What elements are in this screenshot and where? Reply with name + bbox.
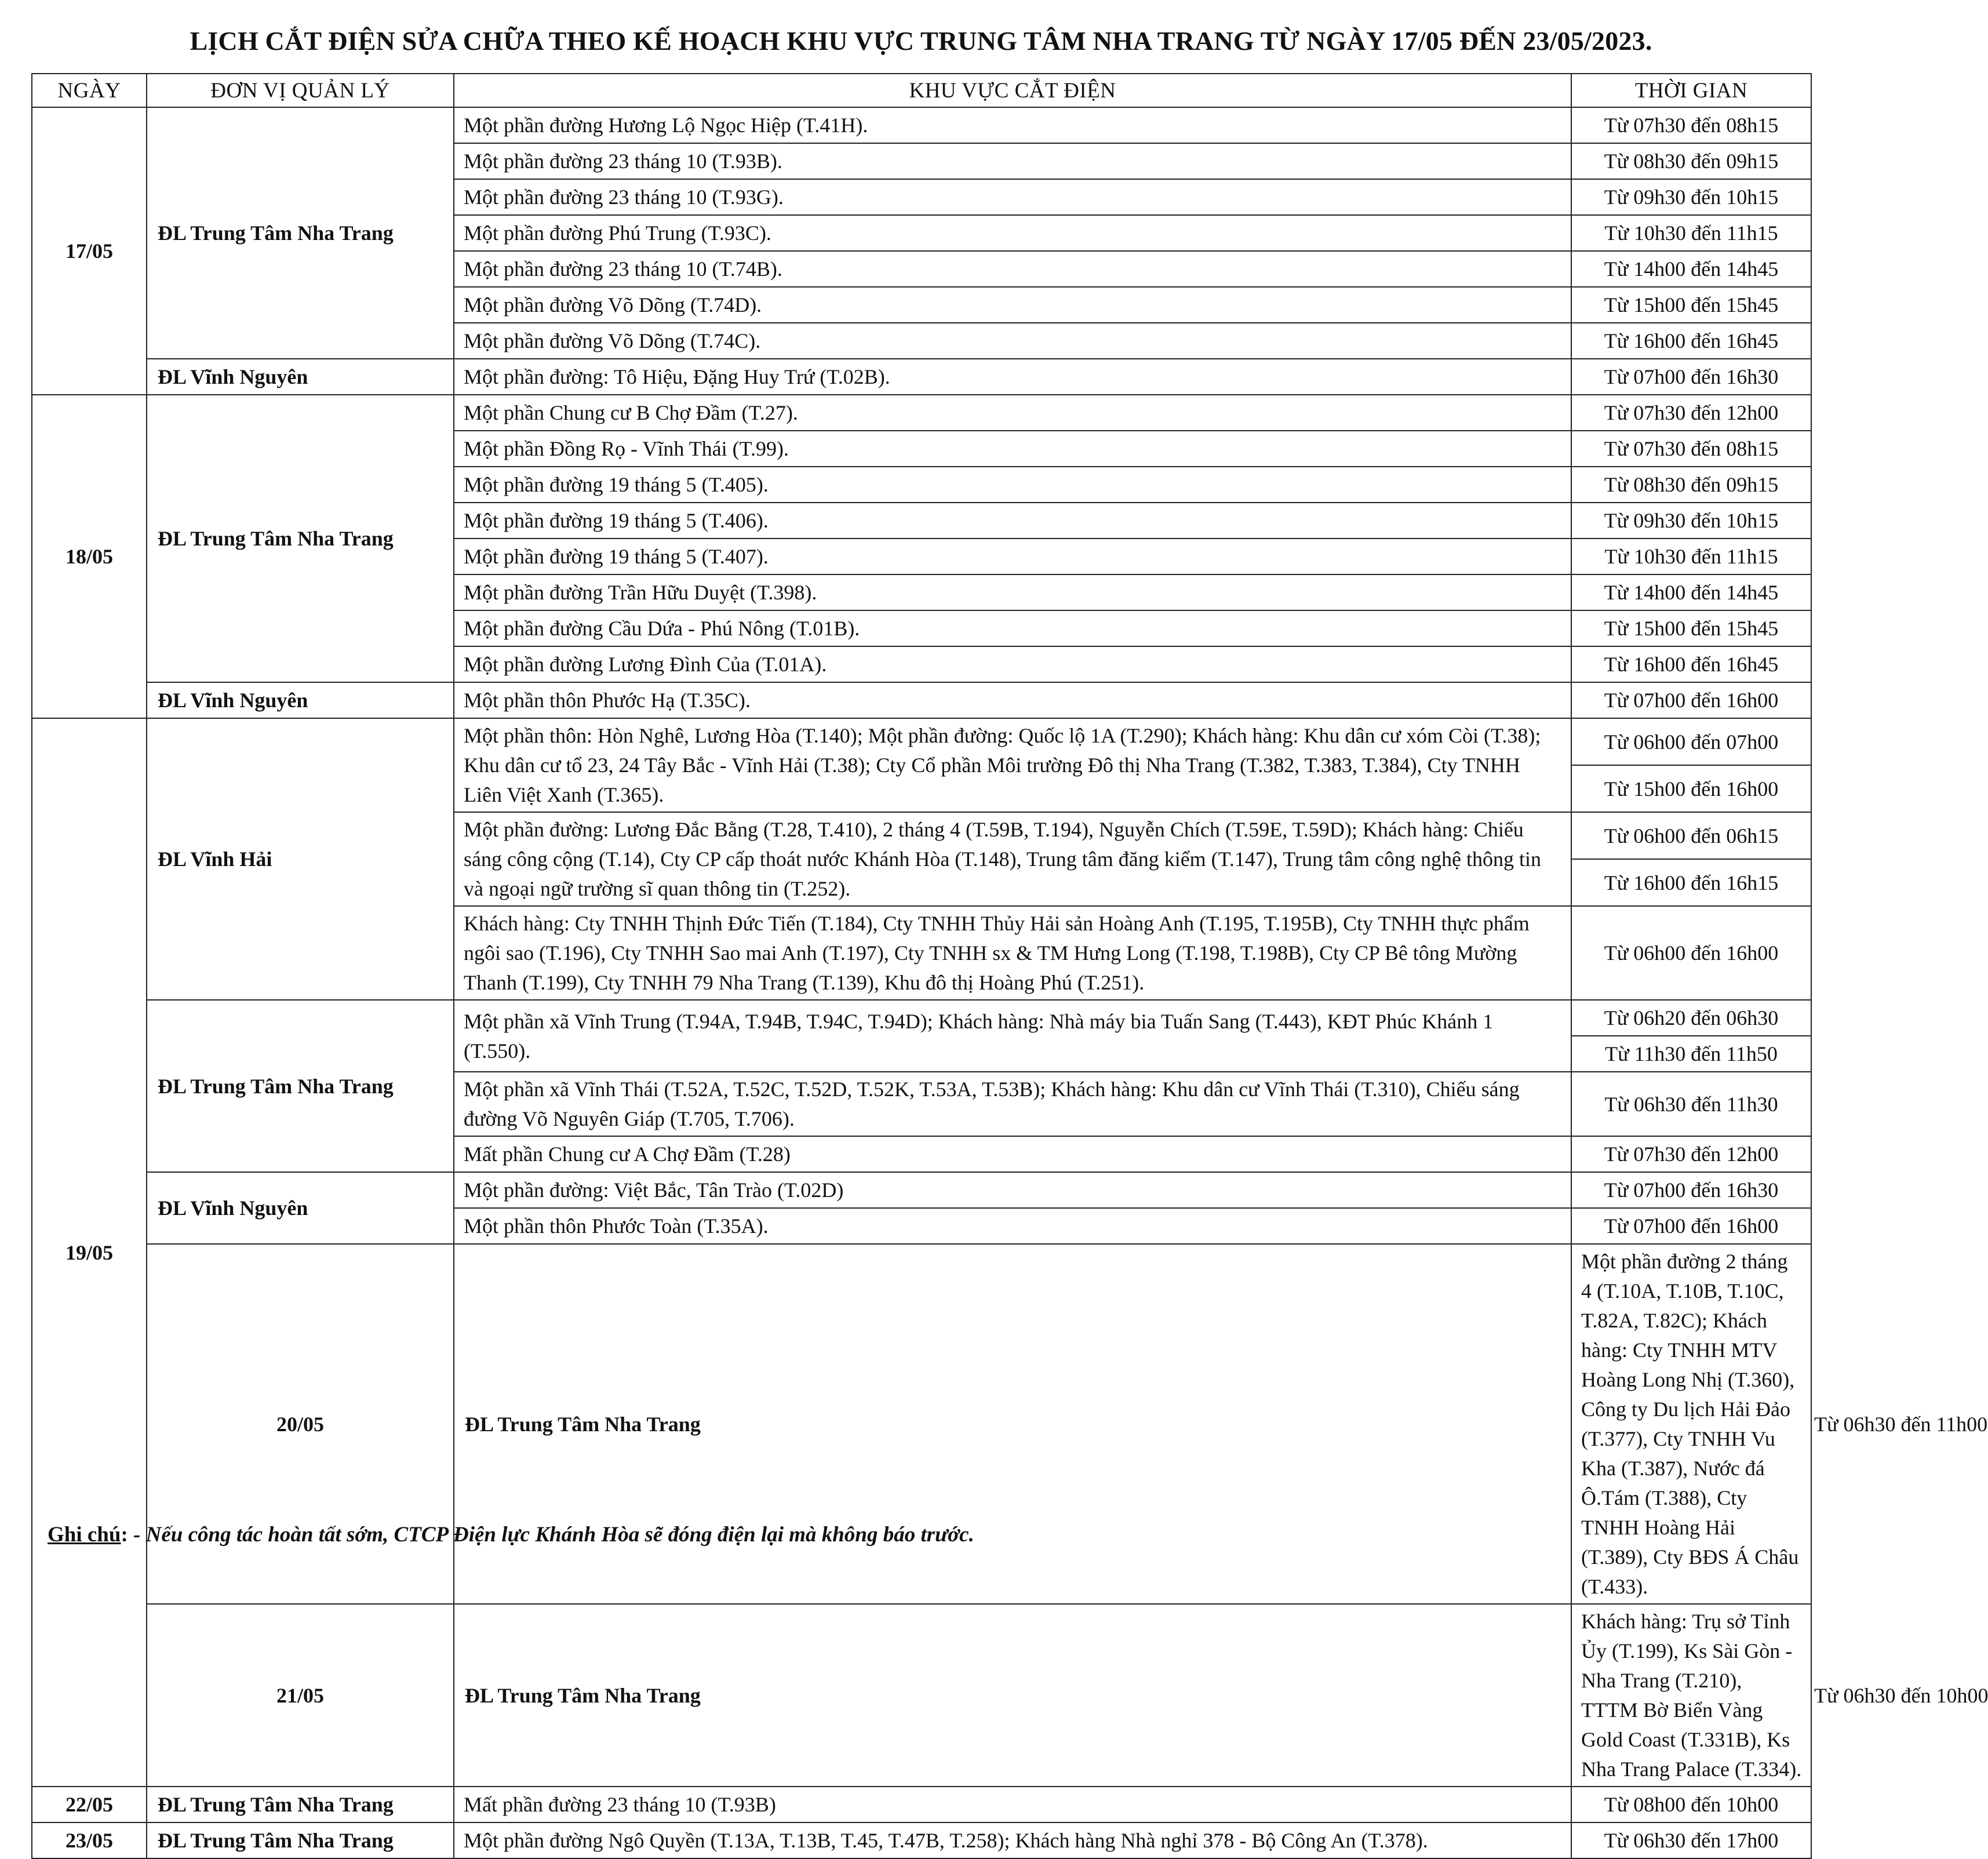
time-cell: Từ 06h00 đến 16h00	[1571, 906, 1811, 1000]
page-title: LỊCH CẮT ĐIỆN SỬA CHỮA THEO KẾ HOẠCH KHU VỰC TRUNG TÂM NHA TRANG TỪ NGÀY 17/05 ĐẾN 23/05/2023.	[190, 26, 1652, 56]
time-cell: Từ 09h30 đến 10h15	[1571, 503, 1811, 539]
area-cell: Một phần thôn Phước Toàn (T.35A).	[454, 1208, 1571, 1244]
time-cell: Từ 06h20 đến 06h30	[1571, 1000, 1811, 1036]
time-cell: Từ 06h00 đến 06h15	[1571, 812, 1811, 859]
area-cell: Một phần đường Võ Dõng (T.74D).	[454, 287, 1571, 323]
table-row	[32, 359, 1811, 395]
area-cell: Một phần đường 23 tháng 10 (T.74B).	[454, 251, 1571, 287]
time-cell: Từ 15h00 đến 15h45	[1571, 287, 1811, 323]
table-row	[32, 1000, 1811, 1036]
time-cell: Từ 06h30 đến 11h30	[1571, 1072, 1811, 1136]
area-cell: Một phần đường Phú Trung (T.93C).	[454, 215, 1571, 251]
unit-cell: ĐL Trung Tâm Nha Trang	[454, 1604, 1571, 1787]
outage-schedule-table	[31, 73, 1988, 1859]
header-area: KHU VỰC CẮT ĐIỆN	[454, 74, 1571, 107]
area-cell: Một phần đường Trần Hữu Duyệt (T.398).	[454, 574, 1571, 610]
time-cell: Từ 07h00 đến 16h30	[1571, 1172, 1811, 1208]
header-unit: ĐƠN VỊ QUẢN LÝ	[147, 74, 454, 107]
time-cell: Từ 09h30 đến 10h15	[1571, 179, 1811, 215]
time-cell: Từ 07h30 đến 08h15	[1571, 431, 1811, 467]
time-cell: Từ 06h00 đến 07h00	[1571, 718, 1811, 765]
time-cell: Từ 06h30 đến 17h00	[1571, 1822, 1811, 1858]
time-cell: Từ 10h30 đến 11h15	[1571, 215, 1811, 251]
area-cell: Một phần đường Lương Đình Của (T.01A).	[454, 646, 1571, 682]
area-cell: Khách hàng: Cty TNHH Thịnh Đức Tiến (T.184), Cty TNHH Thủy Hải sản Hoàng Anh (T.195, T.195B), Cty TNHH thực phẩm ngôi sao (T.196), Cty TNHH Sao mai Anh (T.197), Cty TNHH sx & TM Hưng Long (T.198, T.198B), Cty CP Bê tông Mường Thanh (T.199), Cty TNHH 79 Nha Trang (T.139), Khu đô thị Hoàng Phú (T.251).	[454, 906, 1571, 1000]
unit-cell: ĐL Vĩnh Hải	[147, 718, 454, 1000]
time-cell: Từ 07h00 đến 16h30	[1571, 359, 1811, 395]
area-cell: Một phần đường 2 tháng 4 (T.10A, T.10B, T.10C, T.82A, T.82C); Khách hàng: Cty TNHH MTV Hoàng Long Nhị (T.360), Công ty Du lịch Hải Đảo (T.377), Cty TNHH Vu Kha (T.387), Nước đá Ô.Tám (T.388), Cty TNHH Hoàng Hải (T.389), Cty BĐS Á Châu (T.433).	[1571, 1244, 1811, 1604]
table-row	[32, 718, 1811, 765]
time-cell: Từ 14h00 đến 14h45	[1571, 251, 1811, 287]
day-cell: 17/05	[32, 107, 147, 395]
footnote: Ghi chú: - Nếu công tác hoàn tất sớm, CTCP Điện lực Khánh Hòa sẽ đóng điện lại mà không báo trước.	[48, 1523, 974, 1547]
time-cell: Từ 08h30 đến 09h15	[1571, 143, 1811, 179]
area-cell: Một phần đường: Việt Bắc, Tân Trào (T.02D)	[454, 1172, 1571, 1208]
day-cell: 22/05	[32, 1787, 147, 1822]
area-cell: Một phần đường Hương Lộ Ngọc Hiệp (T.41H).	[454, 107, 1571, 143]
area-cell: Một phần đường 19 tháng 5 (T.406).	[454, 503, 1571, 539]
area-cell: Một phần đường Cầu Dứa - Phú Nông (T.01B).	[454, 610, 1571, 646]
time-cell: Từ 07h30 đến 12h00	[1571, 1136, 1811, 1172]
area-cell: Một phần Chung cư B Chợ Đầm (T.27).	[454, 395, 1571, 431]
unit-cell: ĐL Trung Tâm Nha Trang	[147, 107, 454, 359]
time-cell: Từ 07h00 đến 16h00	[1571, 682, 1811, 718]
time-cell: Từ 11h30 đến 11h50	[1571, 1036, 1811, 1072]
time-cell: Từ 15h00 đến 15h45	[1571, 610, 1811, 646]
table-row: 21/05 ĐL Trung Tâm Nha Trang Khách hàng: Trụ sở Tỉnh Ủy (T.199), Ks Sài Gòn - Nha Trang (T.210), TTTM Bờ Biển Vàng Gold Coast (T.331B), Ks Nha Trang Palace (T.334). Từ 06h30 đến 10h00	[32, 1604, 1811, 1787]
area-cell: Một phần xã Vĩnh Thái (T.52A, T.52C, T.52D, T.52K, T.53A, T.53B); Khách hàng: Khu dân cư Vĩnh Thái (T.310), Chiếu sáng đường Võ Nguyên Giáp (T.705, T.706).	[454, 1072, 1571, 1136]
time-cell: Từ 07h30 đến 12h00	[1571, 395, 1811, 431]
header-day: NGÀY	[32, 74, 147, 107]
area-cell: Một phần thôn Phước Hạ (T.35C).	[454, 682, 1571, 718]
area-cell: Một phần đường 19 tháng 5 (T.407).	[454, 539, 1571, 574]
area-cell: Mất phần Chung cư A Chợ Đầm (T.28)	[454, 1136, 1571, 1172]
day-cell: 18/05	[32, 395, 147, 718]
day-cell: 19/05	[32, 718, 147, 1787]
day-cell: 21/05	[147, 1604, 454, 1787]
area-cell: Khách hàng: Trụ sở Tỉnh Ủy (T.199), Ks Sài Gòn - Nha Trang (T.210), TTTM Bờ Biển Vàng Gold Coast (T.331B), Ks Nha Trang Palace (T.334).	[1571, 1604, 1811, 1787]
area-cell: Một phần đường 23 tháng 10 (T.93G).	[454, 179, 1571, 215]
unit-cell: ĐL Vĩnh Nguyên	[147, 682, 454, 718]
day-cell: 23/05	[32, 1822, 147, 1858]
area-cell: Một phần thôn: Hòn Nghê, Lương Hòa (T.140); Một phần đường: Quốc lộ 1A (T.290); Khách hàng: Khu dân cư xóm Còi (T.38); Khu dân cư tổ 23, 24 Tây Bắc - Vĩnh Hải (T.38); Cty Cổ phần Môi trường Đô thị Nha Trang (T.382, T.383, T.384), Cty TNHH Liên Việt Xanh (T.365).	[454, 718, 1571, 812]
unit-cell: ĐL Vĩnh Nguyên	[147, 359, 454, 395]
day-cell: 20/05	[147, 1244, 454, 1604]
area-cell: Một phần đường: Lương Đắc Bằng (T.28, T.410), 2 tháng 4 (T.59B, T.194), Nguyễn Chích (T.59E, T.59D); Khách hàng: Chiếu sáng công cộng (T.14), Cty CP cấp thoát nước Khánh Hòa (T.148), Trung tâm đăng kiểm (T.147), Trung tâm công nghệ thông tin và ngoại ngữ trường sĩ quan thông tin (T.252).	[454, 812, 1571, 906]
table-row	[32, 395, 1811, 431]
time-cell: Từ 16h00 đến 16h15	[1571, 859, 1811, 906]
time-cell: Từ 14h00 đến 14h45	[1571, 574, 1811, 610]
area-cell: Một phần đường 19 tháng 5 (T.405).	[454, 467, 1571, 503]
table-row	[32, 682, 1811, 718]
table-row	[32, 107, 1811, 143]
unit-cell: ĐL Trung Tâm Nha Trang	[454, 1244, 1571, 1604]
time-cell: Từ 08h00 đến 10h00	[1571, 1787, 1811, 1822]
unit-cell: ĐL Trung Tâm Nha Trang	[147, 1000, 454, 1172]
unit-cell: ĐL Vĩnh Nguyên	[147, 1172, 454, 1244]
time-cell: Từ 16h00 đến 16h45	[1571, 323, 1811, 359]
table-row: 20/05 ĐL Trung Tâm Nha Trang Một phần đường 2 tháng 4 (T.10A, T.10B, T.10C, T.82A, T.82C); Khách hàng: Cty TNHH MTV Hoàng Long Nhị (T.360), Công ty Du lịch Hải Đảo (T.377), Cty TNHH Vu Kha (T.387), Nước đá Ô.Tám (T.388), Cty TNHH Hoàng Hải (T.389), Cty BĐS Á Châu (T.433). Từ 06h30 đến 11h00	[32, 1244, 1811, 1604]
table-row	[32, 1822, 1811, 1858]
time-cell: Từ 15h00 đến 16h00	[1571, 765, 1811, 812]
area-cell: Mất phần đường 23 tháng 10 (T.93B)	[454, 1787, 1571, 1822]
time-cell: Từ 16h00 đến 16h45	[1571, 646, 1811, 682]
time-cell: Từ 08h30 đến 09h15	[1571, 467, 1811, 503]
table-row	[32, 1787, 1811, 1822]
unit-cell: ĐL Trung Tâm Nha Trang	[147, 395, 454, 682]
area-cell: Một phần xã Vĩnh Trung (T.94A, T.94B, T.94C, T.94D); Khách hàng: Nhà máy bia Tuấn Sang (T.443), KĐT Phúc Khánh 1 (T.550).	[454, 1000, 1571, 1072]
area-cell: Một phần Đồng Rọ - Vĩnh Thái (T.99).	[454, 431, 1571, 467]
area-cell: Một phần đường Võ Dõng (T.74C).	[454, 323, 1571, 359]
footnote-label: Ghi chú	[48, 1523, 121, 1547]
time-cell: Từ 07h30 đến 08h15	[1571, 107, 1811, 143]
table-header-row	[32, 74, 1811, 107]
unit-cell: ĐL Trung Tâm Nha Trang	[147, 1787, 454, 1822]
area-cell: Một phần đường 23 tháng 10 (T.93B).	[454, 143, 1571, 179]
time-cell: Từ 07h00 đến 16h00	[1571, 1208, 1811, 1244]
header-time: THỜI GIAN	[1571, 74, 1811, 107]
time-cell: Từ 10h30 đến 11h15	[1571, 539, 1811, 574]
area-cell: Một phần đường: Tô Hiệu, Đặng Huy Trứ (T.02B).	[454, 359, 1571, 395]
table-row	[32, 1172, 1811, 1208]
footnote-text: - Nếu công tác hoàn tất sớm, CTCP Điện lực Khánh Hòa sẽ đóng điện lại mà không báo trước.	[128, 1523, 974, 1547]
unit-cell: ĐL Trung Tâm Nha Trang	[147, 1822, 454, 1858]
area-cell: Một phần đường Ngô Quyền (T.13A, T.13B, T.45, T.47B, T.258); Khách hàng Nhà nghỉ 378 - Bộ Công An (T.378).	[454, 1822, 1571, 1858]
